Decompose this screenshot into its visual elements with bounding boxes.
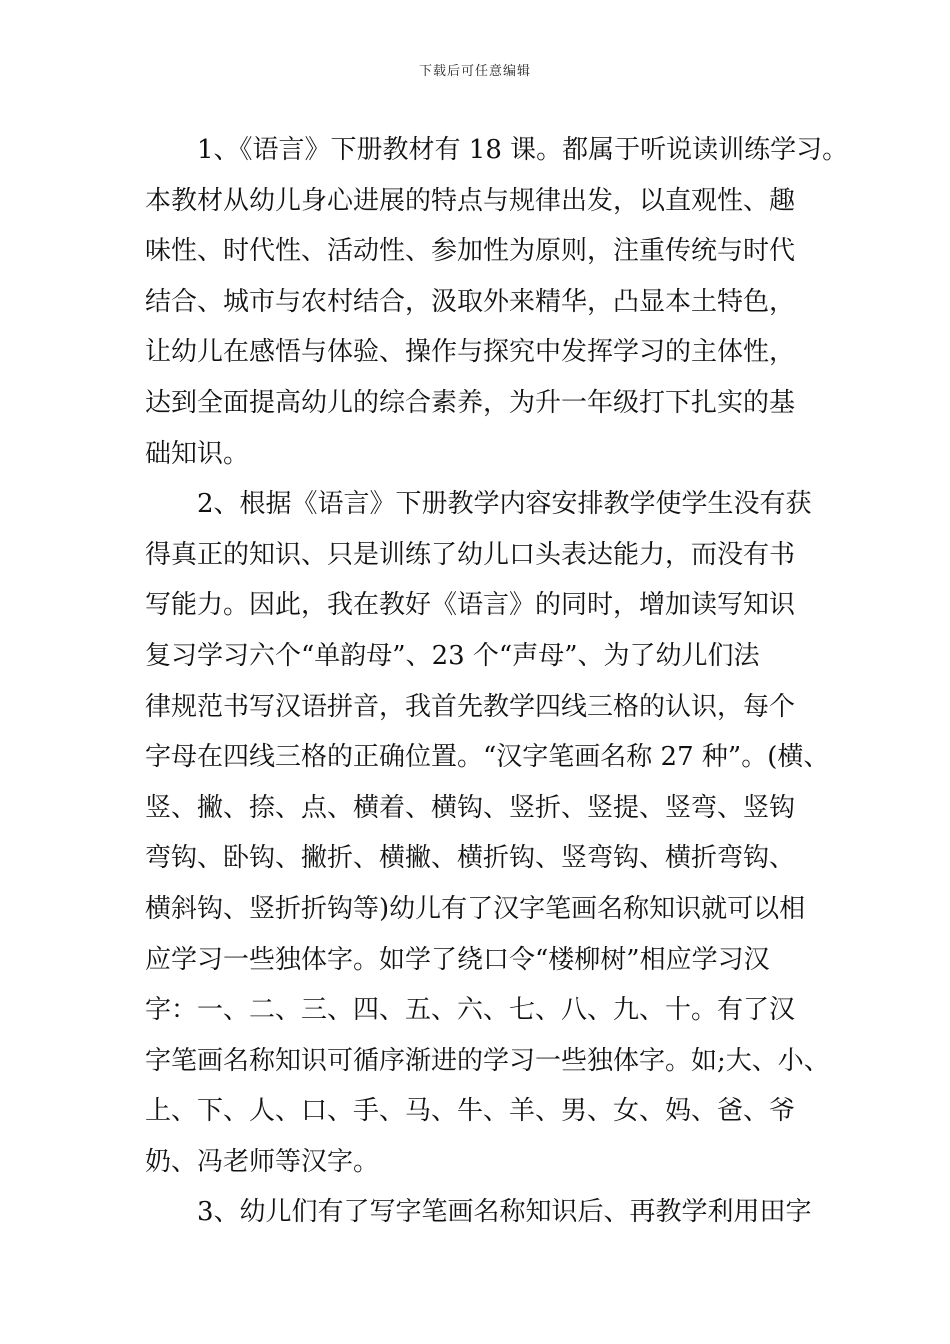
page-header: 下载后可任意编辑 [418,64,531,79]
paragraph-line: 3、幼儿们有了写字笔画名称知识后、再教学利用田字 [197,1197,812,1228]
paragraph-line: 础知识。 [145,438,250,469]
paragraph-line: 上、下、人、口、手、马、牛、羊、男、女、妈、爸、爷 [145,1096,796,1127]
paragraph-line: 结合、城市与农村结合，汲取外来精华，凸显本土特色， [145,286,796,317]
paragraph-line: 本教材从幼儿身心进展的特点与规律出发，以直观性、趣 [145,185,796,216]
paragraph-line: 达到全面提高幼儿的综合素养，为升一年级打下扎实的基 [145,387,796,418]
paragraph-line: 字：一、二、三、四、五、六、七、八、九、十。有了汉 [145,995,796,1026]
paragraph-line: 奶、冯老师等汉字。 [145,1146,380,1177]
paragraph-line: 2、根据《语言》下册教学内容安排教学使学生没有获 [197,489,812,520]
paragraph-line: 律规范书写汉语拼音，我首先教学四线三格的认识，每个 [145,691,796,722]
paragraph-line: 让幼儿在感悟与体验、操作与探究中发挥学习的主体性， [145,337,796,368]
paragraph-line: 字母在四线三格的正确位置。“汉字笔画名称 27 种”。(横、 [145,742,830,773]
paragraph-line: 1、《语言》下册教材有 18 课。都属于听说读训练学习。 [197,135,849,165]
paragraph-line: 竖、撇、捺、点、横着、横钩、竖折、竖提、竖弯、竖钩 [145,792,796,823]
paragraph-line: 复习学习六个“单韵母”、23 个“声母”、为了幼儿们法 [145,640,760,671]
paragraph-3 [145,1187,835,1238]
paragraph-line: 味性、时代性、活动性、参加性为原则，注重传统与时代 [145,236,796,267]
paragraph-1 [145,125,849,479]
document-body [145,125,849,1238]
paragraph-line: 横斜钩、竖折折钩等)幼儿有了汉字笔画名称知识就可以相 [145,893,806,924]
paragraph-line: 应学习一些独体字。如学了绕口令“楼柳树”相应学习汉 [145,944,770,975]
paragraph-2 [145,479,835,1187]
paragraph-line: 得真正的知识、只是训练了幼儿口头表达能力，而没有书 [145,539,796,570]
paragraph-line: 字笔画名称知识可循序渐进的学习一些独体字。如;大、小、 [145,1045,830,1076]
paragraph-line: 弯钩、卧钩、撇折、横撇、横折钩、竖弯钩、横折弯钩、 [145,843,796,874]
paragraph-line: 写能力。因此，我在教好《语言》的同时，增加读写知识 [145,590,796,621]
